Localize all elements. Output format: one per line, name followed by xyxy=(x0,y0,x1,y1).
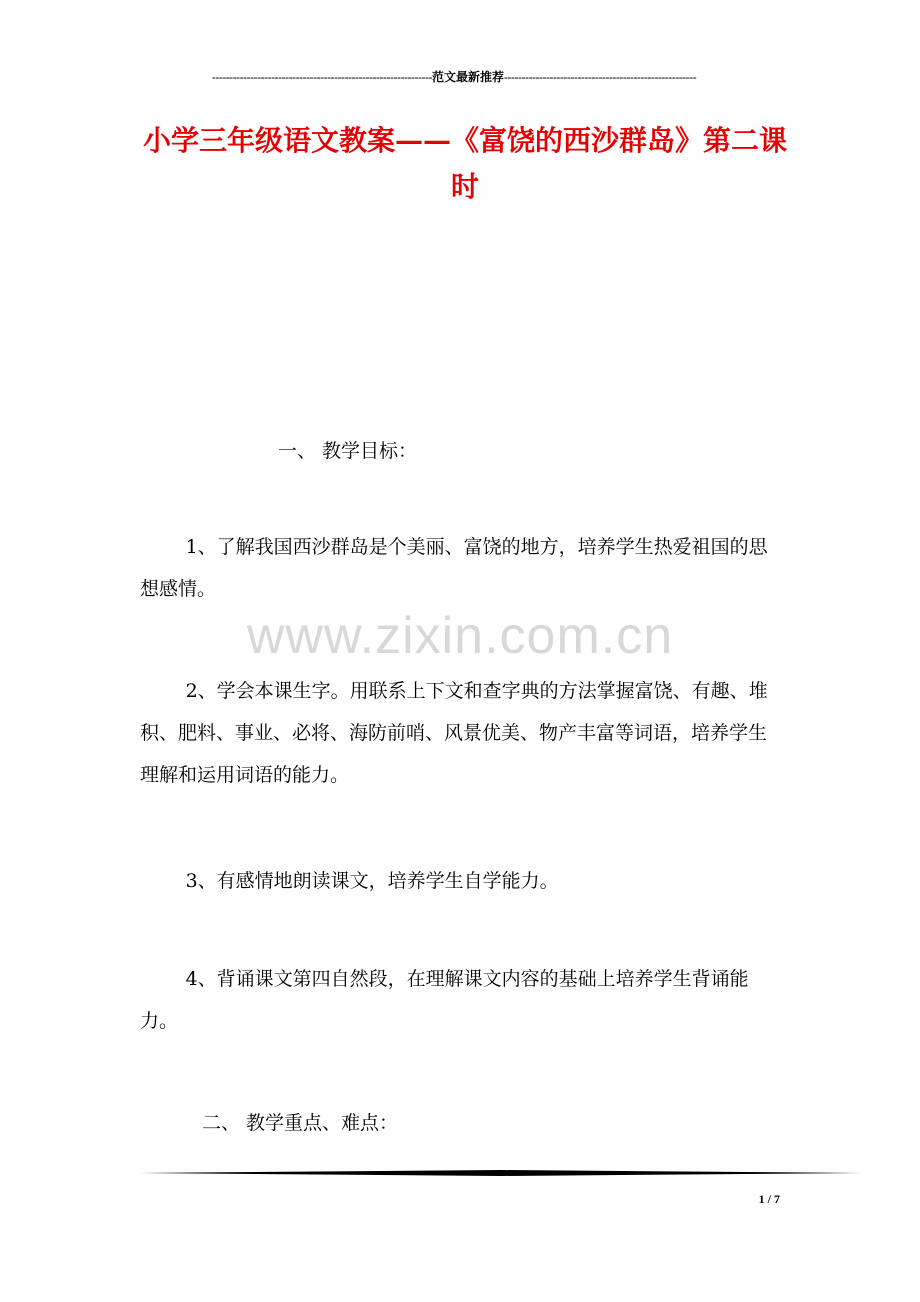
document-title: 小学三年级语文教案——《富饶的西沙群岛》第二课时 xyxy=(142,124,787,203)
page-header xyxy=(140,68,768,86)
footer-divider xyxy=(140,1170,862,1176)
section-heading-key-points: 二、 教学重点、难点： xyxy=(202,1112,399,1134)
objective-item-3: 3、有感情地朗读课文，培养学生自学能力。 xyxy=(185,870,559,892)
objective-item-1: 1、了解我国西沙群岛是个美丽、富饶的地方，培养学生热爱祖国的思想感情。 xyxy=(140,536,768,600)
section-heading-objectives: 一、 教学目标： xyxy=(278,440,418,462)
header-dashes-right: ------------------------------------------------------- xyxy=(503,70,697,84)
objective-item-4: 4、背诵课文第四自然段，在理解课文内容的基础上培养学生背诵能力。 xyxy=(140,968,749,1032)
header-dashes-left: --------------------------------------------------------------- xyxy=(211,70,432,84)
watermark: www.zixin.com.cn xyxy=(246,607,674,665)
objective-item-2: 2、学会本课生字。用联系上下文和查字典的方法掌握富饶、有趣、堆积、肥料、事业、必将、海防前哨、风景优美、物产丰富等词语，培养学生理解和运用词语的能力。 xyxy=(140,680,768,786)
page-number: 1 / 7 xyxy=(758,1192,780,1206)
header-label: 范文最新推荐 xyxy=(431,70,504,84)
